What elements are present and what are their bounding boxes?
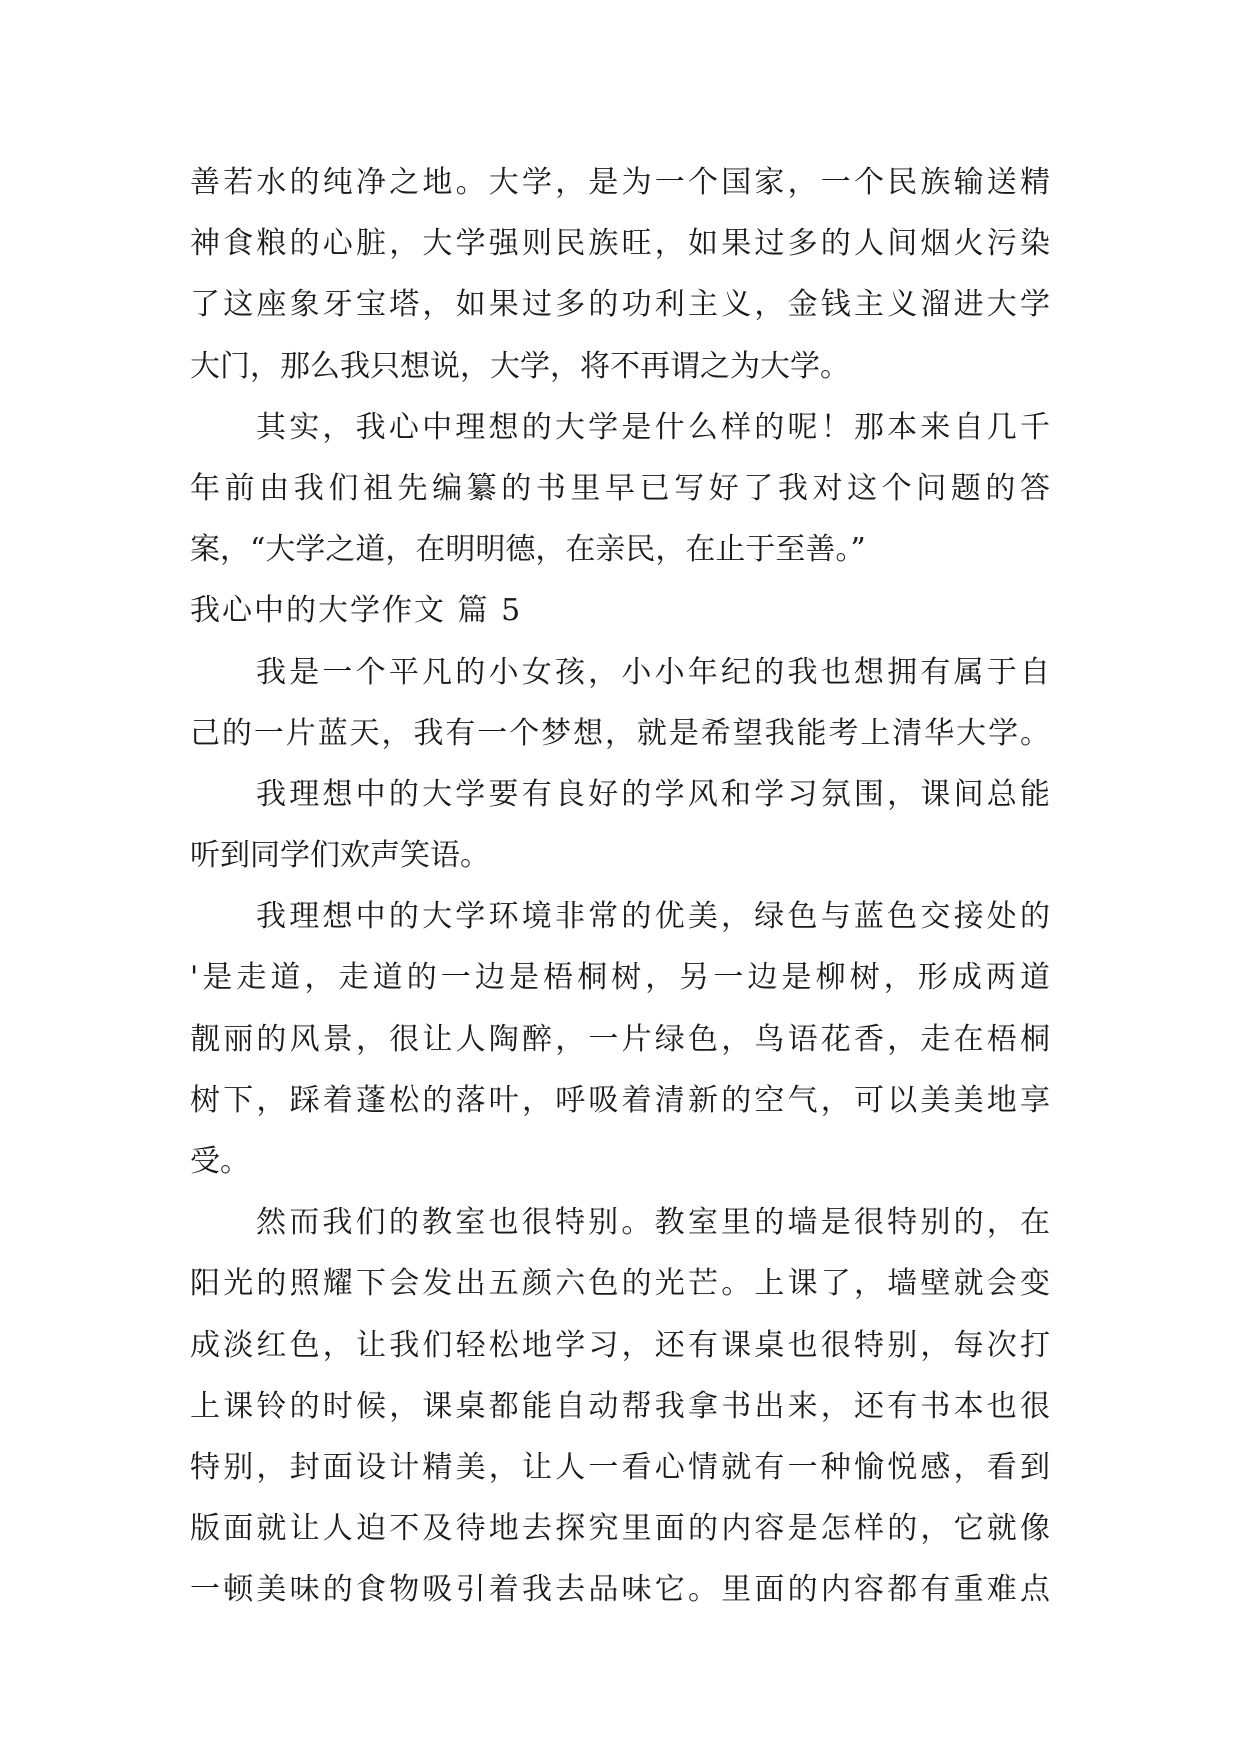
text-line: 我理想中的大学环境非常的优美，绿色与蓝色交接处的 xyxy=(256,899,1050,935)
text-line: 受。 xyxy=(190,1144,250,1179)
text-line: 了这座象牙宝塔，如果过多的功利主义，金钱主义溜进大学 xyxy=(190,287,1050,323)
text-line: 我是一个平凡的小女孩，小小年纪的我也想拥有属于自 xyxy=(256,654,1050,690)
text-line: 听到同学们欢声笑语。 xyxy=(190,838,490,874)
text-line: 上课铃的时候，课桌都能自动帮我拿书出来，还有书本也很 xyxy=(190,1388,1050,1424)
text-line: 一顿美味的食物吸引着我去品味它。里面的内容都有重难点 xyxy=(190,1572,1050,1608)
text-line: 我理想中的大学要有良好的学风和学习氛围，课间总能 xyxy=(256,776,1050,812)
text-line: 然而我们的教室也很特别。教室里的墙是很特别的，在 xyxy=(256,1205,1050,1241)
text-line: 案，“大学之道，在明明德，在亲民，在止于至善。” xyxy=(190,532,866,568)
text-line: 成淡红色，让我们轻松地学习，还有课桌也很特别，每次打 xyxy=(190,1327,1050,1363)
text-line: 靓丽的风景，很让人陶醉，一片绿色，鸟语花香，走在梧桐 xyxy=(190,1021,1050,1057)
text-line: 年前由我们祖先编纂的书里早已写好了我对这个问题的答 xyxy=(190,470,1050,506)
essay-body xyxy=(190,152,1050,1621)
text-line: 阳光的照耀下会发出五颜六色的光芒。上课了，墙壁就会变 xyxy=(190,1266,1050,1302)
text-line: 其实，我心中理想的大学是什么样的呢！那本来自几千 xyxy=(256,409,1050,445)
text-line: 善若水的纯净之地。大学，是为一个国家，一个民族输送精 xyxy=(190,165,1050,200)
section-heading: 我心中的大学作文 篇 5 xyxy=(190,593,523,629)
text-line: 特别，封面设计精美，让人一看心情就有一种愉悦感，看到 xyxy=(190,1449,1050,1485)
text-line: 版面就让人迫不及待地去探究里面的内容是怎样的，它就像 xyxy=(190,1511,1050,1547)
text-line: 树下，踩着蓬松的落叶，呼吸着清新的空气，可以美美地享 xyxy=(190,1082,1050,1118)
text-line: 大门，那么我只想说，大学，将不再谓之为大学。 xyxy=(190,348,850,384)
text-line: 神食粮的心脏，大学强则民族旺，如果过多的人间烟火污染 xyxy=(190,226,1050,262)
text-line: '是走道，走道的一边是梧桐树，另一边是柳树，形成两道 xyxy=(190,960,1050,996)
text-line: 己的一片蓝天，我有一个梦想，就是希望我能考上清华大学。 xyxy=(190,715,1050,751)
